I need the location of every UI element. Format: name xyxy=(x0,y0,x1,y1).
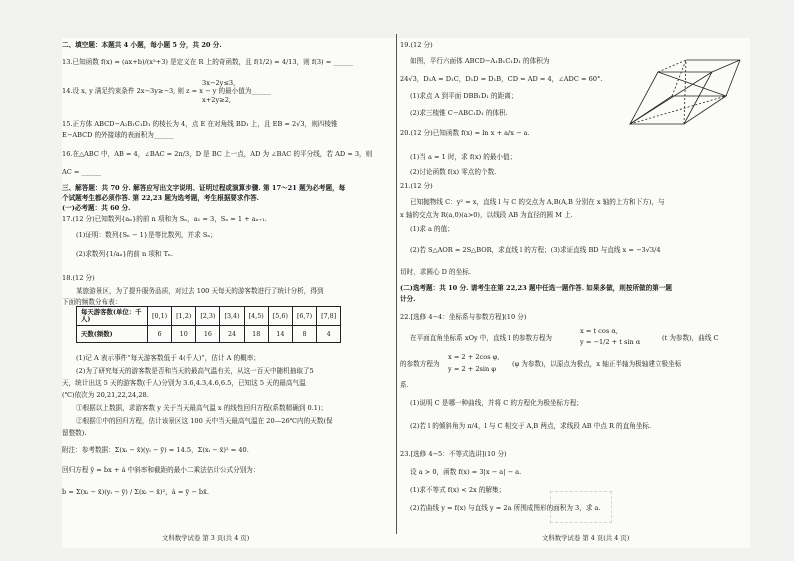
question-23-part-2: (2)若曲线 y = f(x) 与直线 y = 2a 所围成图形的面积为 3，求 a. xyxy=(410,504,601,512)
question-21: 21.(12 分) xyxy=(400,182,433,190)
question-22-line-3: (φ 为参数)，以原点为极点，x 轴正半轴为极轴建立极坐标 xyxy=(512,360,682,368)
fill-in-header: 二、填空题：本题共 4 小题，每小题 5 分，共 20 分. xyxy=(62,41,222,49)
optional-header: (二)选考题：共 10 分. 请考生在第 22,23 题中任选一题作答. 如果多做，则按所做的第一题 xyxy=(400,284,673,292)
table-header-label: 每天游客数(单位：千人) xyxy=(77,307,148,326)
table-cell: 24 xyxy=(220,326,244,343)
solve-header: 三、解答题：共 70 分. 解答应写出文字说明、证明过程或演算步骤. 第 17～21 题为必考题，每 xyxy=(62,184,346,192)
question-18-part-2b: 天，统计出这 5 天的游客数(千人)分别为 3.6,4.3,4.6,6.5，已知这 5 天的最高气温 xyxy=(62,379,306,387)
question-18-part-2e: ②根据①中的回归方程，估计该景区这 100 天中当天最高气温在 20—26℃内的天数(保 xyxy=(76,417,333,425)
regression-note: 回归方程 ŷ = b̂x + â 中斜率和截距的最小二乘法估计公式分别为： xyxy=(62,466,260,474)
table-cell: [2,3) xyxy=(196,307,220,326)
table-cell: [7,8] xyxy=(317,307,341,326)
optional-header-2: 计分. xyxy=(400,295,416,303)
frequency-table xyxy=(76,306,341,343)
question-18-part-2c: (℃)依次为 20,21,22,24,28. xyxy=(62,391,149,399)
q22-param-note: (t 为参数)，曲线 C xyxy=(662,334,719,342)
column-divider xyxy=(396,34,397,534)
q22-curve-param-y: y = 2 + 2sin φ xyxy=(448,365,497,373)
q22-line-param-y: y = −1/2 + t sin α xyxy=(580,338,641,346)
parallelepiped-figure xyxy=(622,52,742,142)
question-15-line-1: 15.正方体 ABCD−A₁B₁C₁D₁ 的棱长为 4，点 E 在对角线 BD₁ 上，且 EB = 2√3，则四棱锥 xyxy=(62,120,338,128)
table-cell: [6,7) xyxy=(292,307,316,326)
question-17-part-2: (2)求数列{1/aₙ}的前 n 项和 Tₙ. xyxy=(76,250,173,258)
question-14: 14.设 x, y 满足约束条件 2x−3y≥−3, 则 z = x − y 的最小值为______ xyxy=(62,87,272,95)
solve-header-2: 个试题考生都必须作答. 第 22,23 题为选考题，考生根据要求作答. xyxy=(62,194,259,202)
question-18-part-2a: (2)为了研究每天的游客数是否和当天的最高气温有关，从这一百天中随机抽取了5 xyxy=(76,367,314,375)
question-21-line-2: x 轴的交点为 R(a,0)(a>0)，以线段 AB 为直径的圆 M 上. xyxy=(400,211,573,219)
question-21-part-3: 切时，求圆心 D 的坐标. xyxy=(400,268,471,276)
question-17-part-1: (1)证明：数列{Sₙ − 1}是等比数列，并求 Sₙ； xyxy=(76,231,217,239)
question-22-line-1: 在平面直角坐标系 xOy 中，直线 l 的参数方程为 xyxy=(410,334,553,342)
table-cell: 16 xyxy=(196,326,220,343)
table-cell: 8 xyxy=(292,326,316,343)
table-cell: [3,4) xyxy=(220,307,244,326)
table-row-label: 天数(频数) xyxy=(77,326,148,343)
reference-data: 附注：参考数据：Σ(xᵢ − x̄)(yᵢ − ȳ) = 14.5，Σ(xᵢ − x̄)² = 40. xyxy=(62,446,249,454)
question-22-line-2: 的参数方程为 xyxy=(400,360,440,368)
question-17: 17.(12 分)已知数列{aₙ}的前 n 项和为 Sₙ，a₁ = 3，Sₙ = 1 + aₙ₊₁. xyxy=(62,215,267,223)
table-cell: [5,6) xyxy=(268,307,292,326)
table-cell: [4,5) xyxy=(244,307,268,326)
q22-curve-param-x: x = 2 + 2cos φ, xyxy=(448,353,500,361)
question-20-part-1: (1)当 a = 1 时，求 f(x) 的最小值； xyxy=(410,153,517,161)
table-cell: 14 xyxy=(268,326,292,343)
table-row xyxy=(77,326,341,343)
question-22-part-2: (2)若 l 的倾斜角为 π/4，l 与 C 相交于 A,B 两点，求线段 AB 中点 R 的直角坐标. xyxy=(410,422,652,430)
question-13: 13.已知函数 f(x) = (ax+b)/(x²+3) 是定义在 R 上的奇函数，且 f(1/2) = 4/13，则 f(3) = ______ xyxy=(62,58,354,66)
question-19-line-1: 如图，平行六面体 ABCD−A₁B₁C₁D₁ 的体积为 xyxy=(410,57,550,65)
table-cell: 6 xyxy=(148,326,172,343)
question-19-part-2: (2)求三棱锥 C−ABC₁D₁ 的体积. xyxy=(410,109,508,117)
question-18: 18.(12 分) xyxy=(62,274,95,282)
question-19-part-1: (1)求点 A 到平面 DBB₁D₁ 的距离； xyxy=(410,92,518,100)
question-15-line-2: E−ABCD 的外接球的表面积为______ xyxy=(62,131,174,139)
question-16-line-1: 16.在△ABC 中，AB = 4，∠BAC = 2π/3，D 是 BC 上一点，AD 为 ∠BAC 的平分线，若 AD = 3，则 xyxy=(62,150,373,158)
question-23: 23.[选修 4−5：不等式选讲](10 分) xyxy=(400,450,507,458)
question-23-part-1: (1)求不等式 f(x) < 2x 的解集； xyxy=(410,486,506,494)
required-header: (一)必考题：共 60 分. xyxy=(62,204,131,212)
table-cell: 10 xyxy=(172,326,196,343)
question-21-line-1: 已知抛物线 C：y² = x，直线 l 与 C 的交点为 A,B(A,B 分别在 x 轴的上方和下方)，与 xyxy=(410,198,665,206)
page-footer-right: 文科数学试卷 第 4 页(共 4 页) xyxy=(542,534,630,542)
question-22-part-1: (1)说明 C 是哪一种曲线，并将 C 的方程化为极坐标方程； xyxy=(410,399,583,407)
table-cell: [0,1) xyxy=(148,307,172,326)
question-18-intro-2: 下面的频数分布表： xyxy=(62,298,122,306)
exam-sheet xyxy=(62,38,750,548)
question-18-intro: 某旅游景区，为了提升服务品质，对过去 100 天每天的游客数进行了统计分析，得到 xyxy=(76,287,324,295)
question-18-part-2f: 留整数). xyxy=(62,429,87,437)
question-21-part-2: (2)若 S△AOR = 2S△BOR，求直线 l 的方程；(3)求证直线 BD 与直线 x = −3√3/4 xyxy=(410,246,661,254)
question-22-line-4: 系. xyxy=(400,381,409,389)
question-19-line-2: 24√3，D₁A = D₁C，D₁D = D₁B，CD = AD = 4，∠ADC = 60°. xyxy=(400,75,603,83)
question-23-line-1: 设 a > 0，函数 f(x) = 3|x − a| − a. xyxy=(410,468,522,476)
question-22: 22.[选修 4−4：坐标系与参数方程](10 分) xyxy=(400,313,527,321)
question-20-part-2: (2)讨论函数 f(x) 零点的个数. xyxy=(410,168,497,176)
question-21-part-1: (1)求 a 的值； xyxy=(410,225,454,233)
faint-grid-mark xyxy=(550,491,612,523)
table-cell: [1,2) xyxy=(172,307,196,326)
q14-constraint-3: x+2y≥2, xyxy=(202,96,231,104)
table-cell: 18 xyxy=(244,326,268,343)
q14-constraint-1: 3x−2y≤3, xyxy=(202,79,236,87)
question-18-part-1: (1)记 A 表示事件“每天游客数低于 4(千人)”，估计 A 的概率； xyxy=(76,354,260,362)
question-19: 19.(12 分) xyxy=(400,41,433,49)
table-cell: 4 xyxy=(317,326,341,343)
question-20: 20.(12 分)已知函数 f(x) = ln x + a/x − a. xyxy=(400,129,530,137)
question-16-line-2: AC = ______ xyxy=(62,168,102,176)
question-18-part-2d: ①根据以上数据，求游客数 y 关于当天最高气温 x 的线性回归方程(系数精确到 0.1)； xyxy=(76,404,328,412)
regression-formula: b̂ = Σ(xᵢ − x̄)(yᵢ − ȳ) / Σ(xᵢ − x̄)²，â = ȳ − b̂x̄. xyxy=(62,488,209,496)
page-footer-left: 文科数学试卷 第 3 页(共 4 页) xyxy=(162,534,250,542)
table-header-row xyxy=(77,307,341,326)
q22-line-param-x: x = t cos α, xyxy=(580,327,618,335)
